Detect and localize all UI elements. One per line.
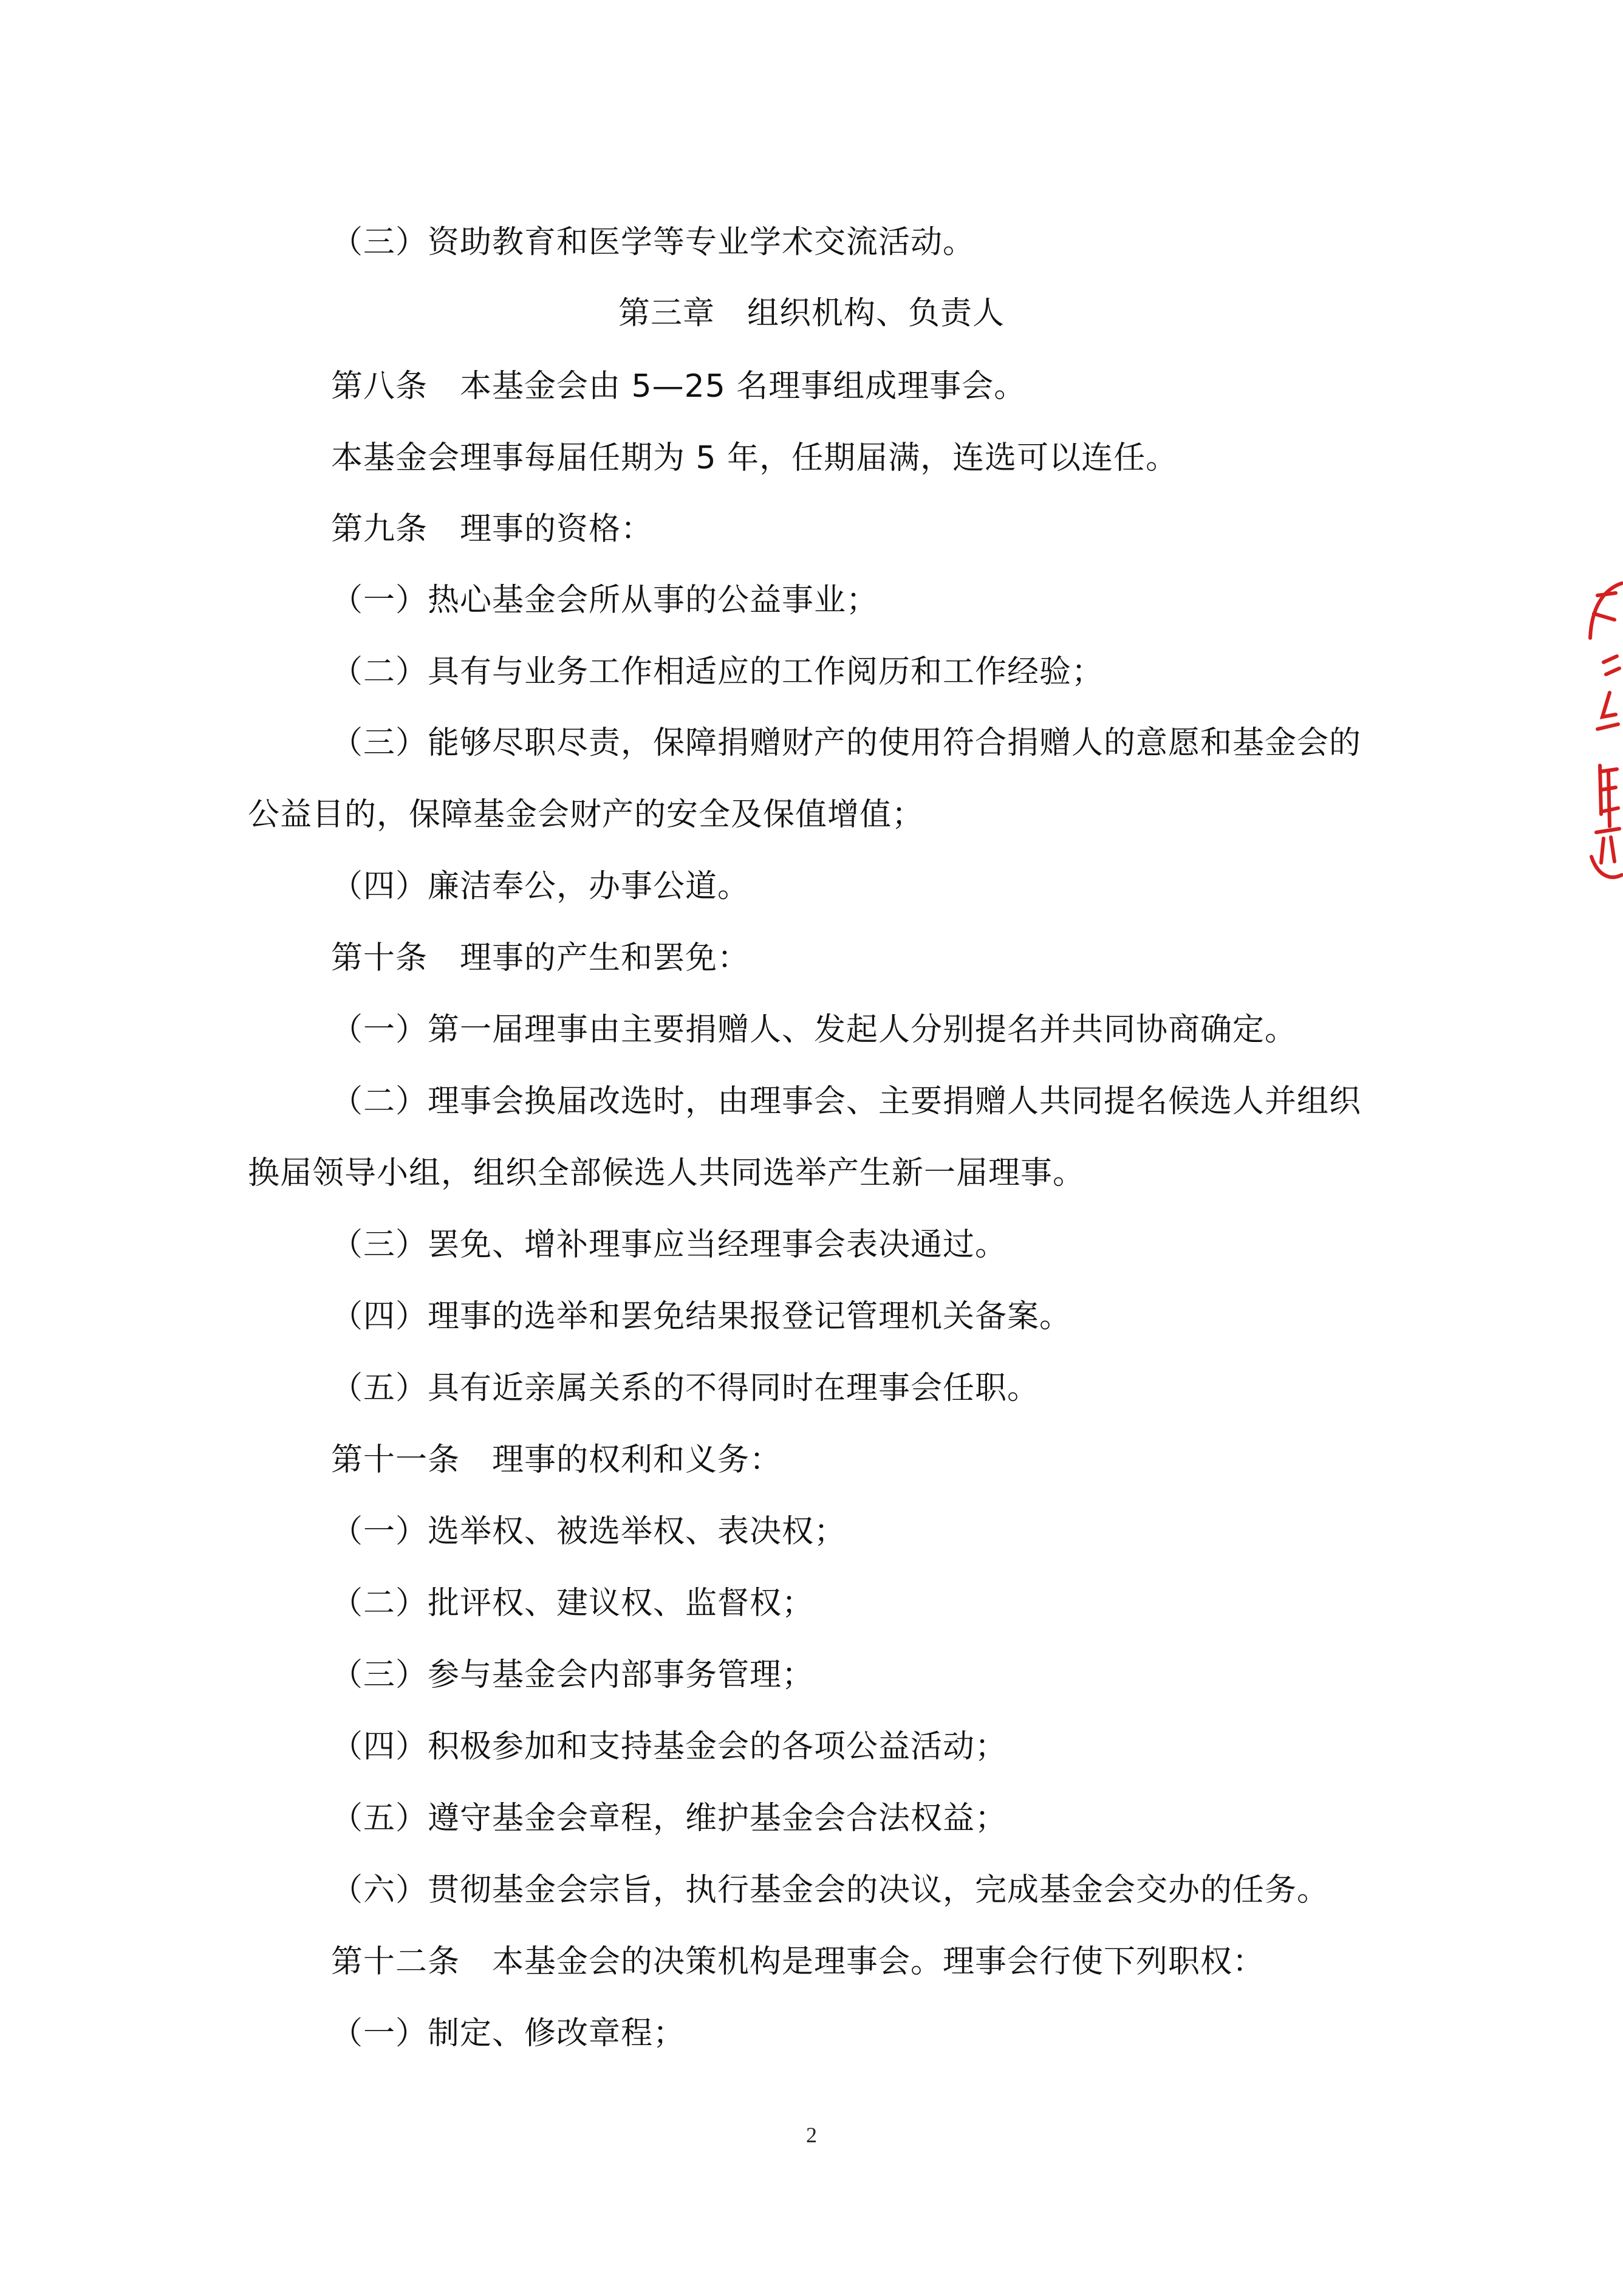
clause-line: （五）遵守基金会章程，维护基金会合法权益； <box>331 1800 1008 1837</box>
clause-line: （三）参与基金会内部事务管理； <box>331 1657 815 1693</box>
clause-line: （一）第一届理事由主要捐赠人、发起人分别提名并共同协商确定。 <box>331 1012 1297 1048</box>
article-heading: 第九条 理事的资格： <box>331 511 654 547</box>
clause-line: （二）批评权、建议权、监督权； <box>331 1585 815 1622</box>
clause-line: （二）理事会换届改选时，由理事会、主要捐赠人共同提名候选人并组织 <box>331 1083 1362 1120</box>
clause-line: （四）积极参加和支持基金会的各项公益活动； <box>331 1729 1008 1765</box>
paragraph-line: 本基金会理事每届任期为 5 年，任期届满，连选可以连任。 <box>331 440 1178 476</box>
page-number: 2 <box>806 2123 817 2147</box>
clause-line: （一）制定、修改章程； <box>331 2015 686 2052</box>
seal-stamp-icon <box>1579 571 1623 887</box>
clause-line: （三）能够尽职尽责，保障捐赠财产的使用符合捐赠人的意愿和基金会的 <box>331 725 1362 761</box>
clause-line: （三）罢免、增补理事应当经理事会表决通过。 <box>331 1227 1008 1263</box>
clause-line: （二）具有与业务工作相适应的工作阅历和工作经验； <box>331 654 1104 690</box>
article-heading: 第十二条 本基金会的决策机构是理事会。理事会行使下列职权： <box>331 1944 1265 1980</box>
clause-line: （三）资助教育和医学等专业学术交流活动。 <box>331 224 976 261</box>
clause-line: （六）贯彻基金会宗旨，执行基金会的决议，完成基金会交办的任务。 <box>331 1872 1330 1908</box>
article-heading: 第十一条 理事的权利和义务： <box>331 1442 782 1478</box>
chapter-title: 第三章 组织机构、负责人 <box>618 295 1005 332</box>
clause-line: （四）理事的选举和罢免结果报登记管理机关备案。 <box>331 1298 1072 1335</box>
clause-line-continued: 换届领导小组，组织全部候选人共同选举产生新一届理事。 <box>248 1155 1085 1191</box>
article-heading: 第八条 本基金会由 5—25 名理事组成理事会。 <box>331 368 1027 405</box>
clause-line: （一）选举权、被选举权、表决权； <box>331 1513 847 1550</box>
clause-line: （四）廉洁奉公，办事公道。 <box>331 868 750 905</box>
clause-line: （一）热心基金会所从事的公益事业； <box>331 582 879 619</box>
article-heading: 第十条 理事的产生和罢免： <box>331 940 750 976</box>
clause-line-continued: 公益目的，保障基金会财产的安全及保值增值； <box>248 797 924 833</box>
clause-line: （五）具有近亲属关系的不得同时在理事会任职。 <box>331 1370 1040 1407</box>
